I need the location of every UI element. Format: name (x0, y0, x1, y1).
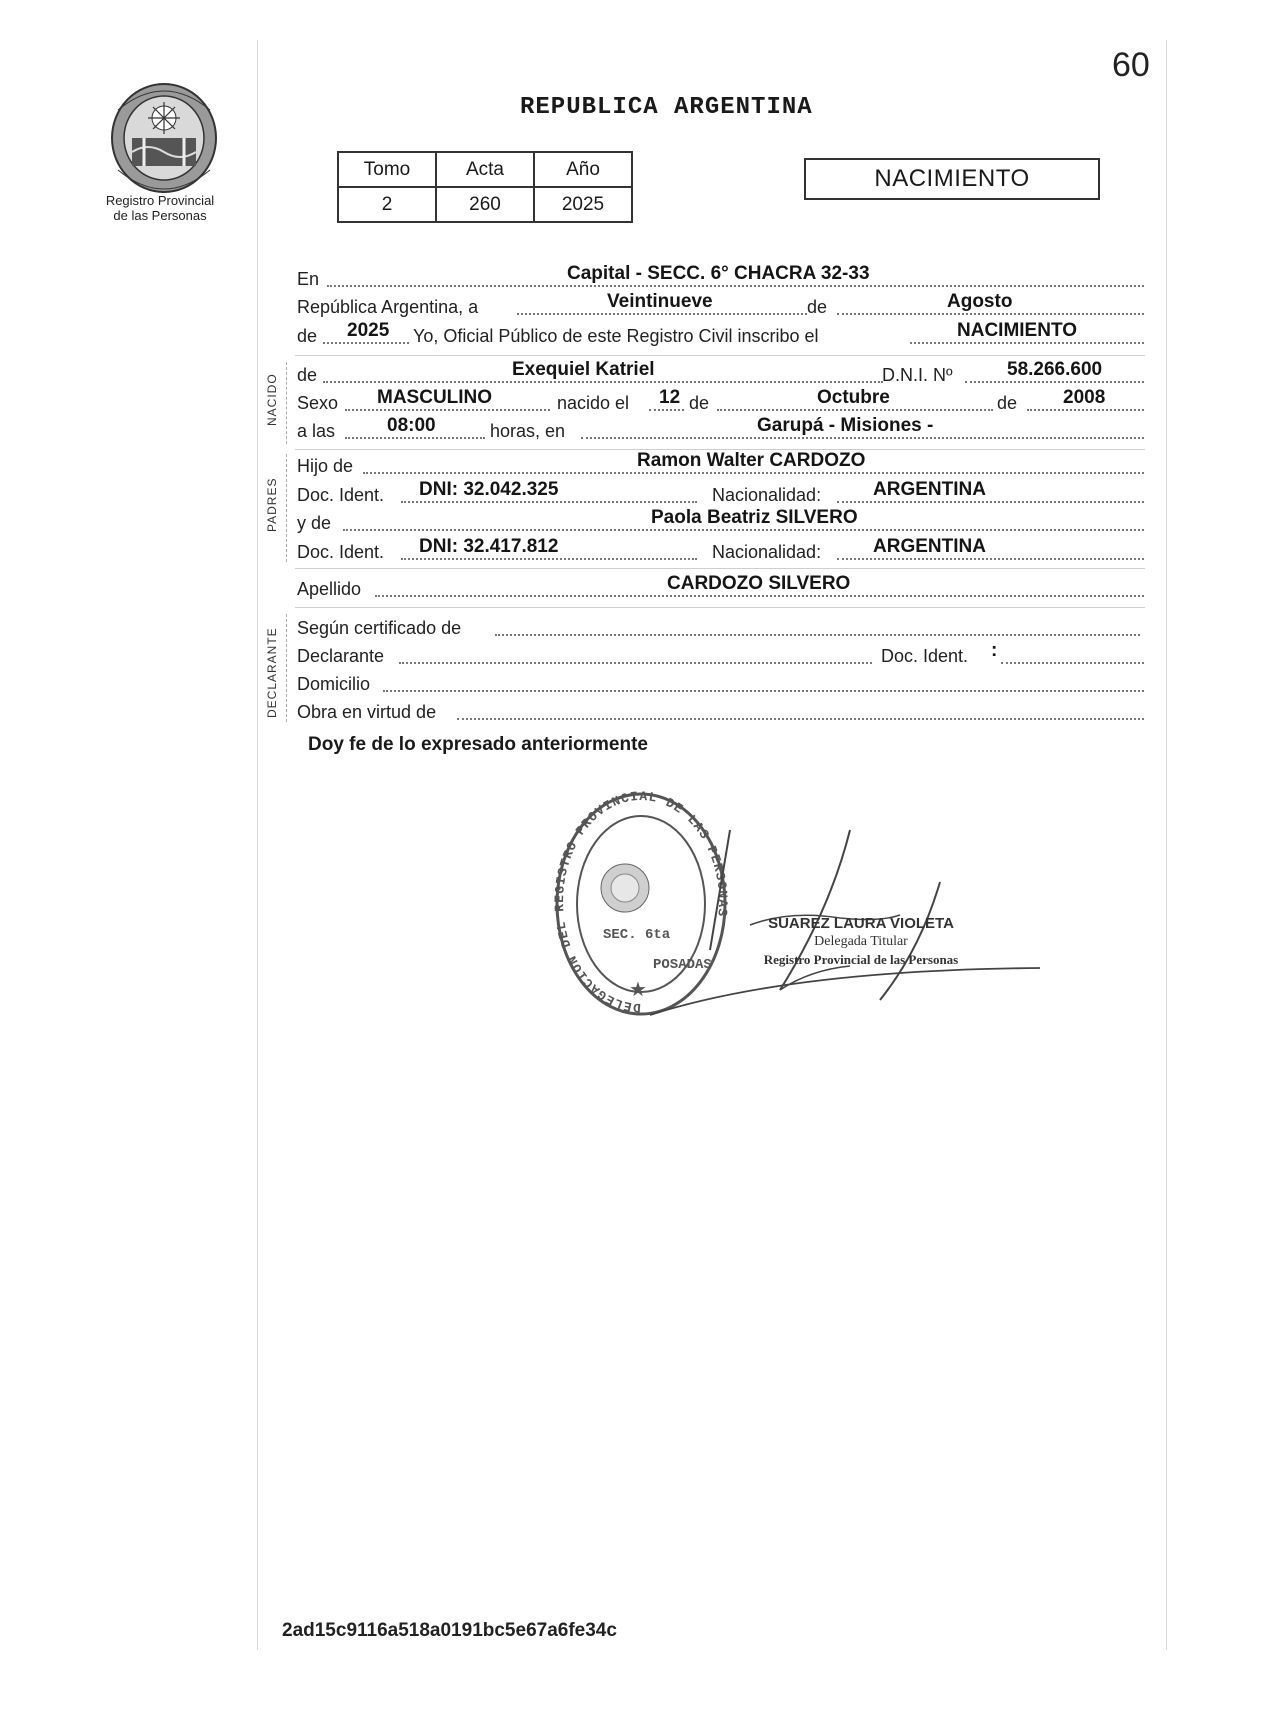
value-anio: 2025 (534, 187, 632, 222)
label-de-year2: de (997, 393, 1018, 413)
header-tomo: Tomo (338, 152, 436, 187)
row-sexo (297, 388, 1144, 414)
dotted-line (1001, 662, 1144, 664)
label-yo: Yo, Oficial Público de este Registro Civil inscribo el (413, 326, 819, 346)
section-bar-declarante (286, 614, 288, 722)
label-de: de (807, 297, 828, 317)
dotted-line (345, 437, 485, 439)
dotted-line (837, 501, 1144, 503)
value-acta: 260 (436, 187, 534, 222)
record-type-box: NACIMIENTO (804, 158, 1100, 200)
row-apellido (297, 574, 1144, 600)
row-padre (297, 451, 1144, 477)
record-table-value-row (338, 187, 632, 222)
label-domicilio: Domicilio (297, 674, 371, 694)
label-en: En (297, 269, 320, 289)
right-margin-line (1166, 40, 1167, 1650)
dotted-line (495, 634, 1140, 636)
value-birth-day: 12 (659, 387, 681, 408)
issuer-line1: Registro Provincial (105, 193, 215, 208)
section-label-padres: PADRES (265, 477, 279, 532)
label-nacionalidad-2: Nacionalidad: (712, 542, 822, 562)
label-horas: horas, en (490, 421, 566, 441)
label-a-las: a las (297, 421, 336, 441)
dotted-line (965, 381, 1144, 383)
label-declarante: Declarante (297, 646, 385, 666)
dotted-line (401, 501, 697, 503)
label-de-year: de (297, 326, 318, 346)
row-madre (297, 508, 1144, 534)
value-doc-decl: : (991, 640, 998, 661)
document-title: REPUBLICA ARGENTINA (520, 94, 813, 121)
dotted-line (383, 690, 1144, 692)
value-act-kind: NACIMIENTO (957, 320, 1077, 341)
row-en (297, 264, 1144, 290)
label-apellido: Apellido (297, 579, 362, 599)
label-de-month: de (689, 393, 710, 413)
value-dni: 58.266.600 (1007, 359, 1103, 380)
row-hora (297, 416, 1144, 442)
section-label-nacido: NACIDO (265, 373, 279, 426)
stamp-inner-2: POSADAS (653, 957, 712, 973)
value-mother: Paola Beatriz SILVERO (651, 507, 858, 528)
value-mother-nat: ARGENTINA (873, 536, 986, 557)
issuer-caption (80, 193, 240, 223)
row-anio (297, 321, 1144, 347)
label-hijo-de: Hijo de (297, 456, 354, 476)
signer-name: SUAREZ LAURA VIOLETA (768, 915, 954, 932)
separator (295, 607, 1145, 608)
section-bar-nacido (286, 362, 288, 444)
page-number: 60 (1112, 46, 1150, 84)
stamp-star-icon: ★ (629, 979, 647, 1001)
dotted-line (581, 437, 1144, 439)
row-madre-doc (297, 537, 1144, 563)
signature-block (746, 915, 976, 968)
header-anio: Año (534, 152, 632, 187)
header-acta: Acta (436, 152, 534, 187)
value-birth-year: 2008 (1063, 387, 1106, 408)
label-y-de: y de (297, 513, 332, 533)
value-place: Capital - SECC. 6° CHACRA 32-33 (567, 263, 870, 284)
value-father-doc: DNI: 32.042.325 (419, 479, 559, 500)
row-padre-doc (297, 480, 1144, 506)
label-sexo: Sexo (297, 393, 339, 413)
row-fecha (297, 292, 1144, 318)
value-tomo: 2 (338, 187, 436, 222)
value-sexo: MASCULINO (377, 387, 493, 408)
value-name: Exequiel Katriel (512, 359, 655, 380)
stamp-ring-text: DELEGACION DEL REGISTRO PROVINCIAL DE LAS PERSONAS (553, 788, 729, 1016)
row-segun (297, 613, 1144, 639)
dotted-line (323, 381, 883, 383)
value-mother-doc: DNI: 32.417.812 (419, 536, 559, 557)
separator (295, 568, 1145, 569)
row-domicilio (297, 669, 1144, 695)
dotted-line (375, 595, 1144, 597)
label-obra: Obra en virtud de (297, 702, 437, 722)
label-doc-ident-2: Doc. Ident. (297, 542, 385, 562)
label-nacido-el: nacido el (557, 393, 630, 413)
signer-role: Delegada Titular (814, 934, 908, 949)
dotted-line (327, 285, 1144, 287)
label-doc-ident-1: Doc. Ident. (297, 485, 385, 505)
value-father: Ramon Walter CARDOZO (637, 450, 866, 471)
value-birth-place: Garupá - Misiones - (757, 415, 934, 436)
dotted-line (323, 342, 409, 344)
row-obra (297, 697, 1144, 723)
label-de-nombre: de (297, 365, 318, 385)
dotted-line (345, 409, 550, 411)
record-table-header-row (338, 152, 632, 187)
label-doc-ident-decl: Doc. Ident. (881, 646, 969, 666)
value-apellido: CARDOZO SILVERO (667, 573, 851, 594)
dotted-line (717, 409, 993, 411)
label-republica: República Argentina, a (297, 297, 479, 317)
issuer-line2: de las Personas (113, 208, 207, 223)
dotted-line (837, 558, 1144, 560)
label-nacionalidad-1: Nacionalidad: (712, 485, 822, 505)
dotted-line (910, 342, 1144, 344)
value-day: Veintinueve (607, 291, 713, 312)
dotted-line (399, 662, 872, 664)
value-month: Agosto (947, 291, 1013, 312)
dotted-line (837, 313, 1144, 315)
dotted-line (649, 409, 684, 411)
value-time: 08:00 (387, 415, 436, 436)
row-declarante (297, 641, 1144, 667)
dotted-line (1027, 409, 1144, 411)
dotted-line (457, 718, 1144, 720)
province-seal-logo (104, 80, 224, 198)
dotted-line (517, 313, 807, 315)
record-table (337, 151, 633, 223)
dotted-line (363, 472, 1144, 474)
dotted-line (401, 558, 697, 560)
value-year: 2025 (347, 320, 390, 341)
stamp-inner-1: SEC. 6ta (603, 927, 671, 943)
label-dni: D.N.I. Nº (882, 365, 953, 385)
section-label-declarante: DECLARANTE (265, 627, 279, 718)
left-margin-line (257, 40, 258, 1650)
section-bar-padres (286, 454, 288, 562)
dotted-line (343, 529, 1144, 531)
closing-statement: Doy fe de lo expresado anteriormente (308, 734, 648, 755)
document-hash: 2ad15c9116a518a0191bc5e67a6fe34c (282, 1620, 617, 1641)
label-segun: Según certificado de (297, 618, 462, 638)
value-birth-month: Octubre (817, 387, 890, 408)
signer-org: Registro Provincial de las Personas (763, 952, 959, 967)
row-nombre (297, 360, 1144, 386)
separator (295, 355, 1145, 356)
value-father-nat: ARGENTINA (873, 479, 986, 500)
